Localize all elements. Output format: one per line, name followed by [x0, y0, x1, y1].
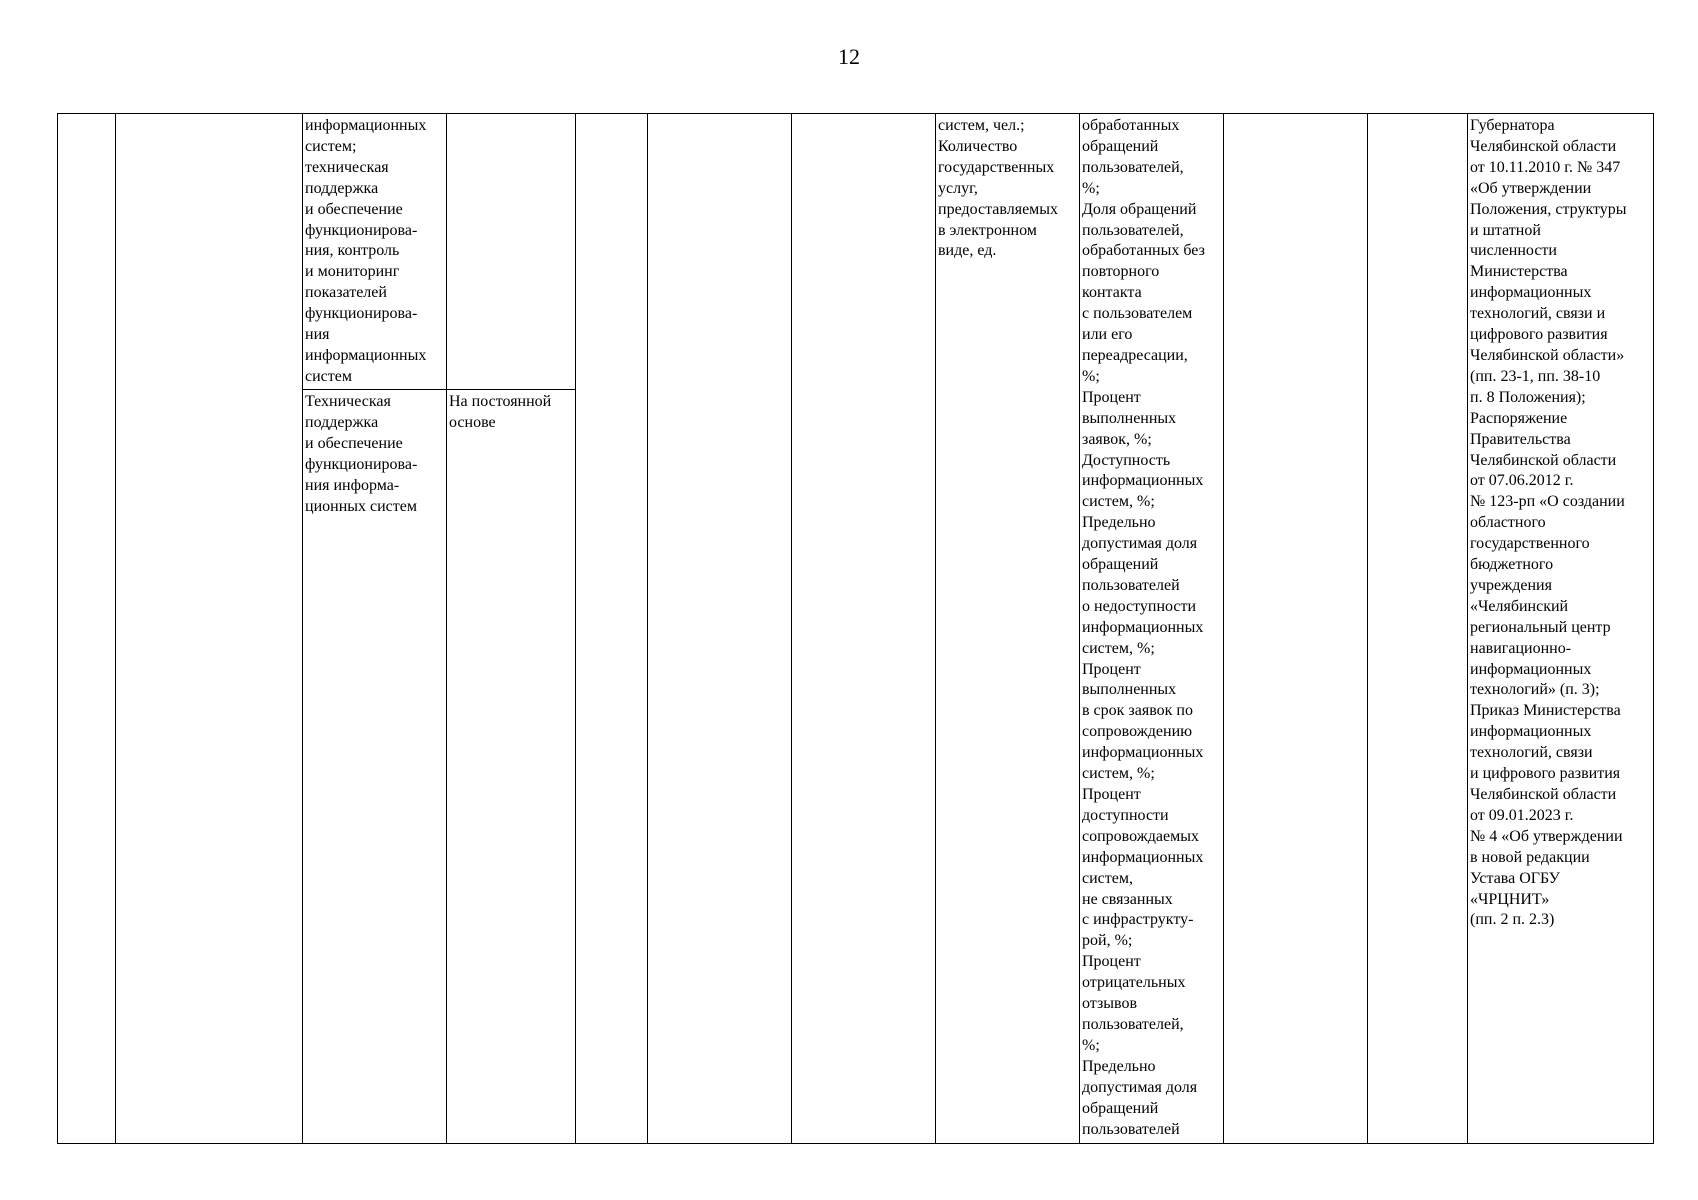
col9-text: обработанных обращений пользователей, %; Доля обращений пользователей, обработанных без повторного контакта с пользователем или его переадресации, %; Процент выполненных заявок, %; Доступность информационных систем, %; Предельно допустимая доля обращений пользователей о недоступности информационных систем, %; Процент выполненных в срок заявок по сопровождению информационных систем, %; Процент доступности сопровождаемых информационных систем, не связанных с инфраструкту- рой, %; Процент отрицательных отзывов пользователей, %; Предельно допустимая доля обращений пользователей	[1082, 117, 1205, 1138]
cell-col5	[576, 114, 648, 1144]
page-number: 12	[838, 44, 860, 69]
table-row	[58, 114, 1654, 390]
cell-col6	[648, 114, 792, 1144]
cell-col3-top	[303, 114, 447, 390]
document-table	[57, 113, 1654, 1144]
cell-col4-bottom	[447, 390, 576, 1144]
cell-col11	[1368, 114, 1468, 1144]
col3-top-text: информационных систем; техническая поддержка и обеспечение функционирова- ния, контроль и мониторинг показателей функционирова- ния информационных систем	[305, 117, 427, 385]
cell-col9	[1080, 114, 1224, 1144]
cell-col12	[1468, 114, 1654, 1144]
cell-col10	[1224, 114, 1368, 1144]
cell-col4-top	[447, 114, 576, 390]
col3-bottom-text: Техническая поддержка и обеспечение функционирова- ния информа- ционных систем	[305, 393, 418, 515]
col12-text: Губернатора Челябинской области от 10.11.2010 г. № 347 «Об утверждении Положения, структуры и штатной численности Министерства информационных технологий, связи и цифрового развития Челябинской области» (пп. 23-1, пп. 38-10 п. 8 Положения); Распоряжение Правительства Челябинской области от 07.06.2012 г. № 123-рп «О создании областного государственного бюджетного учреждения «Челябинский региональный центр навигационно- информационных технологий» (п. 3); Приказ Министерства информационных технологий, связи и цифрового развития Челябинской области от 09.01.2023 г. № 4 «Об утверждении в новой редакции Устава ОГБУ «ЧРЦНИТ» (пп. 2 п. 2.3)	[1470, 117, 1627, 929]
cell-col8	[936, 114, 1080, 1144]
col8-text: систем, чел.; Количество государственных услуг, предоставляемых в электронном виде, ед.	[938, 117, 1059, 260]
cell-col3-bottom	[303, 390, 447, 1144]
cell-col2	[116, 114, 303, 1144]
cell-col1	[58, 114, 116, 1144]
col4-bottom-text: На постоянной основе	[449, 393, 552, 431]
cell-col7	[792, 114, 936, 1144]
